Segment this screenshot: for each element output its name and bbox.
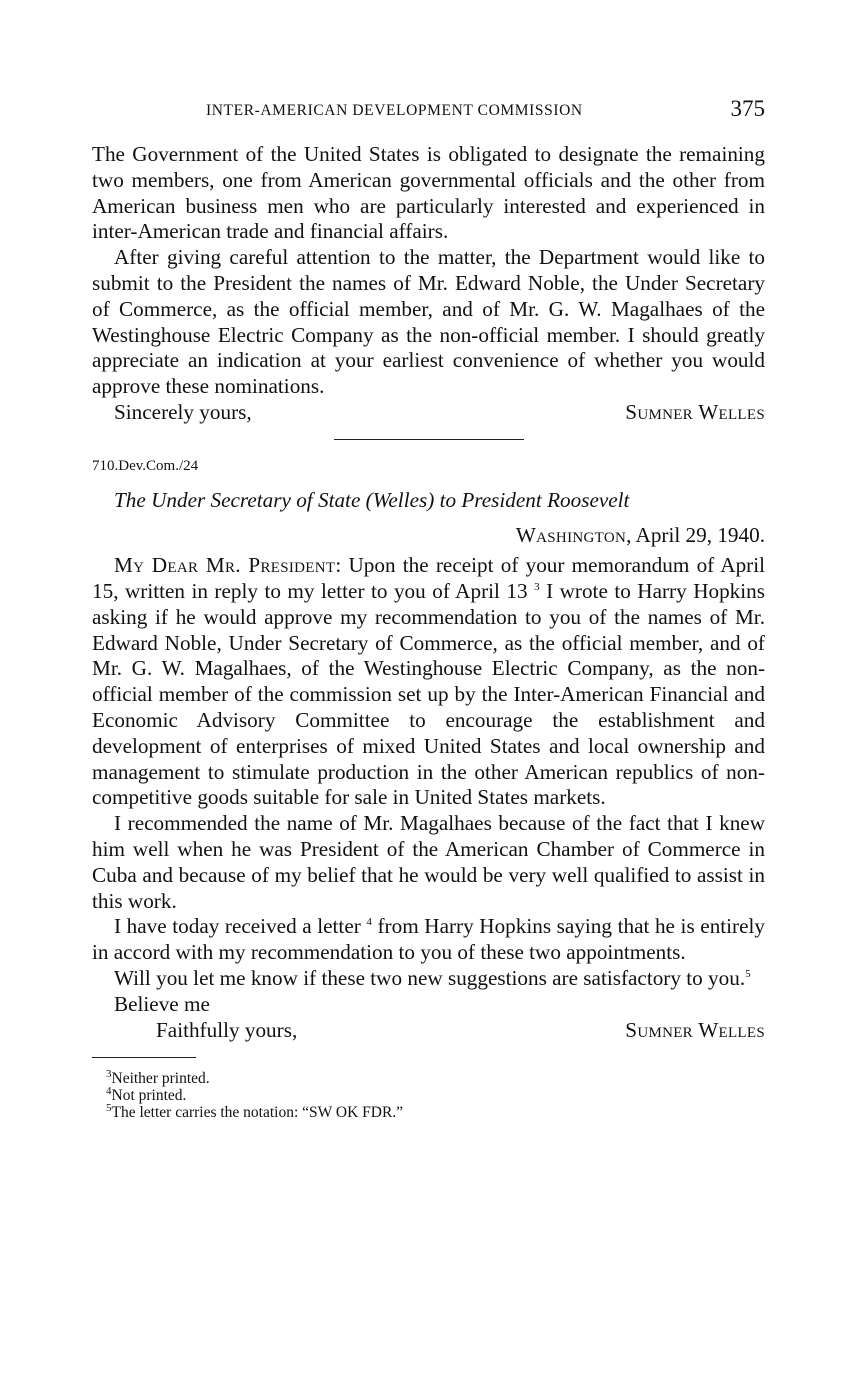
footnote-text: Not printed.: [111, 1087, 187, 1105]
letter2-p1-start: : Upon the receipt of your memorandum of April 15, written in reply to my letter to you of April 13: [92, 553, 765, 603]
footnote-4: [106, 1087, 765, 1104]
footnote-ref-3: 3: [534, 580, 540, 593]
letter1-closing: Sincerely yours,: [114, 399, 252, 424]
footnote-mark: 4: [106, 1085, 112, 1098]
footnote-text: Neither printed.: [111, 1070, 210, 1088]
body-text: [92, 142, 765, 1121]
section-divider: [334, 439, 524, 440]
footnote-ref-5: 5: [745, 967, 751, 980]
believe-me: Believe me: [114, 991, 210, 1016]
running-head: INTER-AMERICAN DEVELOPMENT COMMISSION: [206, 102, 583, 119]
letter2-p1-end: I wrote to Harry Hopkins asking if he would approve my recommendation to you of the names of Mr. Edward Noble, Under Secretary of Commerce, as the official member, and of Mr. G. W. Magalhaes, of the Westinghouse Electric Company, as the non-official member of the commission set up by the Inter-American Financial and Economic Advisory Committee to encourage the establishment and development of enterprises of mixed United States and local ownership and management to stimulate production in the other American republics of non-competitive goods suitable for sale in United States markets.: [92, 578, 765, 810]
dateline-date: , April 29, 1940.: [626, 523, 765, 548]
footnote-mark: 3: [106, 1068, 112, 1081]
letter2-paragraph-3: [92, 914, 765, 966]
document-title: The Under Secretary of State (Welles) to President Roosevelt: [114, 487, 630, 512]
letter2-paragraph-4: [92, 966, 765, 992]
letter2-signature: Sumner Welles: [625, 1017, 765, 1042]
footnotes: [92, 1070, 765, 1121]
dateline: [92, 523, 765, 549]
letter2-paragraph-1: [92, 553, 765, 811]
file-reference: 710.Dev.Com./24: [92, 457, 199, 474]
footnote-5: [106, 1104, 765, 1121]
salutation: My Dear Mr. President: [114, 553, 336, 578]
footnote-text: The letter carries the notation: “SW OK FDR.”: [111, 1104, 404, 1122]
letter2-closing: Faithfully yours,: [156, 1017, 298, 1042]
dateline-place: Washington: [515, 523, 627, 548]
letter1-paragraph-1: The Government of the United States is obligated to designate the remaining two members, one from American governmental officials and the other from American business men who are particularly interested and experienced in inter-American trade and financial affairs.: [92, 142, 765, 244]
page-number: 375: [730, 96, 765, 121]
letter2-p3-start: I have today received a letter: [114, 914, 367, 939]
letter2-p3-end: from Harry Hopkins saying that he is entirely in accord with my recommendation to you of these two appointments.: [92, 914, 765, 965]
page-header: [92, 96, 765, 126]
footnote-rule: [92, 1057, 196, 1058]
letter2-p4-text: Will you let me know if these two new suggestions are satisfactory to you.: [114, 965, 746, 990]
letter2-paragraph-2: I recommended the name of Mr. Magalhaes because of the fact that I knew him well when he was President of the American Chamber of Commerce in Cuba and because of my belief that he would be very well qualified to assist in this work.: [92, 811, 765, 913]
letter2-closing-line: [92, 1018, 765, 1044]
footnote-3: [106, 1070, 765, 1087]
footnote-ref-4: 4: [366, 916, 372, 929]
letter1-closing-line: [92, 400, 765, 426]
letter1-paragraph-2: After giving careful attention to the matter, the Department would like to submit to the President the names of Mr. Edward Noble, the Under Secretary of Commerce, as the official member, and of Mr. G. W. Magalhaes of the Westinghouse Electric Company as the non-official member. I should greatly appreciate an indication at your earliest convenience of whether you would approve these nominations.: [92, 245, 765, 399]
letter1-signature: Sumner Welles: [625, 399, 765, 424]
footnote-mark: 5: [106, 1102, 112, 1115]
